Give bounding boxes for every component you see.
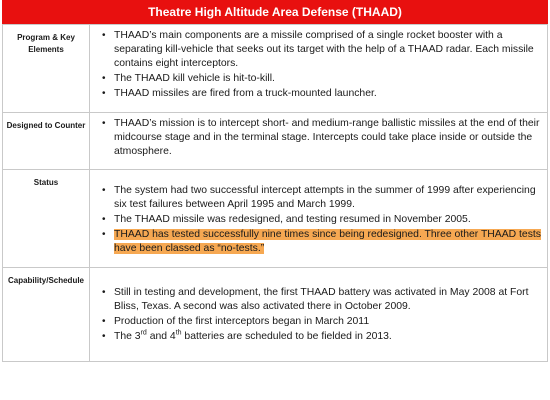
list-item: • Production of the first interceptors began in March 2011 — [104, 315, 541, 329]
list-item: • The THAAD kill vehicle is hit-to-kill. — [104, 72, 541, 86]
thaad-table — [2, 24, 548, 362]
row-content — [90, 170, 548, 268]
bullet-list — [90, 117, 541, 159]
row-label: Designed to Counter — [3, 113, 90, 170]
row-label: Capability/Schedule — [3, 268, 90, 362]
superscript: rd — [140, 329, 147, 337]
list-item: • The THAAD missile was redesigned, and testing resumed in November 2005. — [104, 213, 541, 227]
bullet-list — [90, 286, 541, 344]
row-label: Status — [3, 170, 90, 268]
row-content — [90, 113, 548, 170]
thaad-document — [2, 0, 548, 398]
list-item: • The system had two successful intercept attempts in the summer of 1999 after experiencing six test failures between April 1995 and March 1999. — [104, 184, 541, 212]
list-item: • THAAD’s main components are a missile comprised of a single rocket booster with a separating kill-vehicle that seeks out its target with the help of a THAAD radar. Each missile contains eight interceptors. — [104, 29, 541, 71]
list-item: • THAAD’s mission is to intercept short- and medium-range ballistic missiles at the end of their midcourse stage and in the terminal stage. Intercepts could take place inside or outside the atmosphere. — [104, 117, 541, 159]
highlighted-text: THAAD has tested successfully nine times since being redesigned. Three other THAAD tests have been classed as “no-tests.” — [114, 229, 541, 254]
row-content — [90, 25, 548, 113]
table-row — [3, 170, 548, 268]
list-item: • THAAD missiles are fired from a truck-mounted launcher. — [104, 87, 541, 101]
list-item — [104, 228, 541, 256]
text-segment: batteries are scheduled to be fielded in 2013. — [181, 331, 392, 342]
list-item: • Still in testing and development, the first THAAD battery was activated in May 2008 at Fort Bliss, Texas. A second was also activated there in October 2009. — [104, 286, 541, 314]
table-row — [3, 268, 548, 362]
bullet-list — [90, 29, 541, 101]
text-segment: The 3 — [114, 331, 141, 342]
text-segment: and 4 — [146, 331, 176, 342]
table-row — [3, 25, 548, 113]
document-title: Theatre High Altitude Area Defense (THAAD) — [2, 0, 548, 24]
table-row — [3, 113, 548, 170]
row-content — [90, 268, 548, 362]
bullet-list — [90, 184, 541, 256]
list-item — [104, 330, 541, 344]
superscript: th — [175, 329, 182, 337]
row-label: Program & Key Elements — [3, 25, 90, 113]
